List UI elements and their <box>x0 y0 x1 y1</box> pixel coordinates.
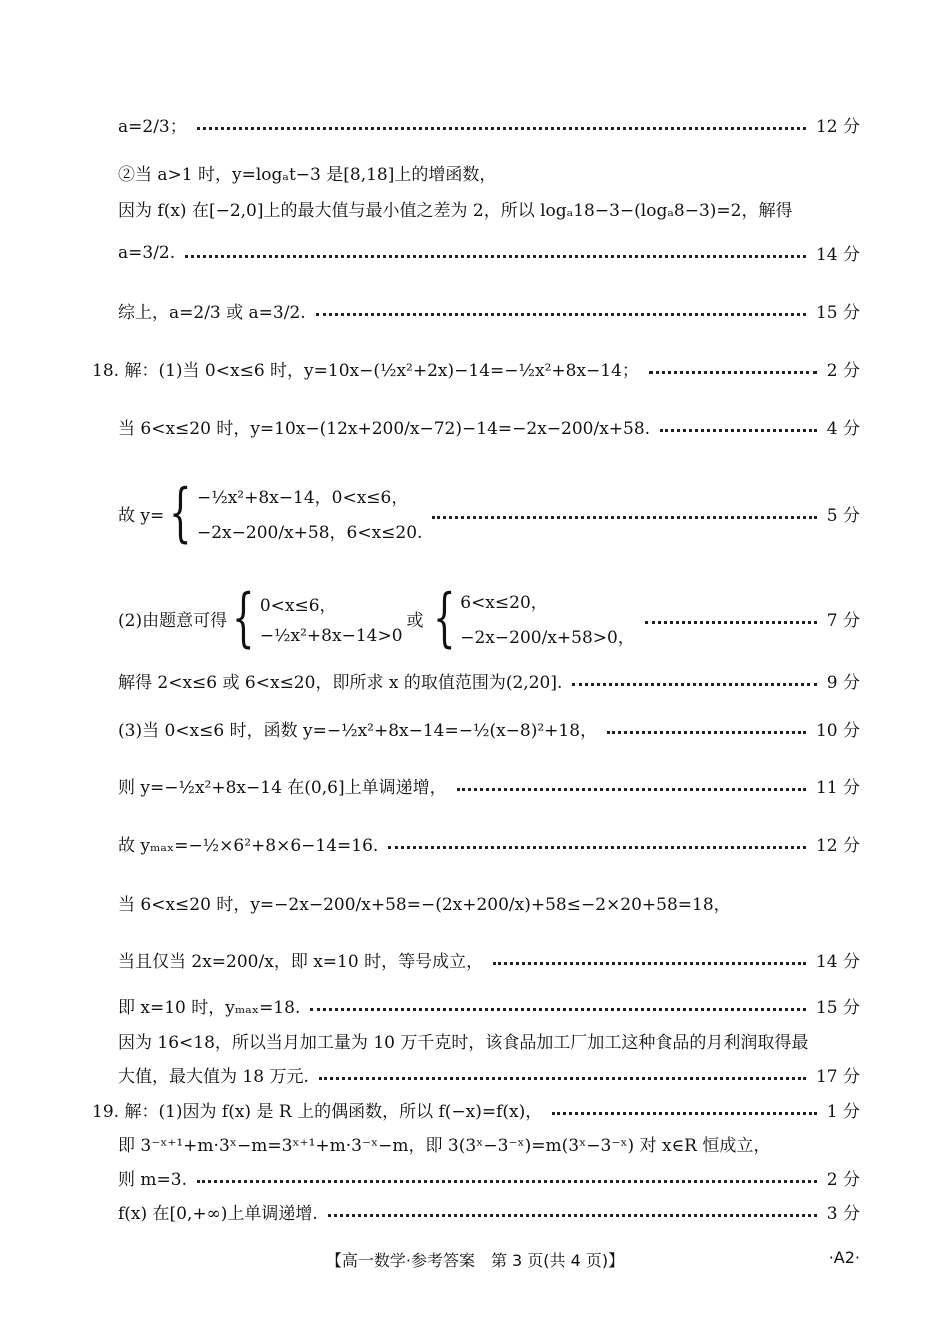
score: 11 分 <box>815 778 860 798</box>
score: 2 分 <box>826 1170 860 1190</box>
answer-line <box>118 112 860 137</box>
cases <box>260 591 403 646</box>
piecewise-expression <box>118 476 423 550</box>
answer-line <box>118 947 860 972</box>
cases <box>460 588 635 648</box>
score: 14 分 <box>815 245 860 265</box>
answer-text: 则 y=−½x²+8x−14 在(0,6]上单调递增， <box>118 778 447 798</box>
leader-dots <box>649 371 817 374</box>
answer-line <box>92 356 860 381</box>
leader-dots <box>316 313 806 316</box>
leader-dots <box>607 731 806 734</box>
case-line: −½x²+8x−14>0 <box>259 625 403 646</box>
leader-dots <box>197 1180 817 1183</box>
score: 17 分 <box>815 1067 860 1087</box>
score: 14 分 <box>815 952 860 972</box>
leader-dots <box>493 962 806 965</box>
brace-symbol: { <box>232 581 255 655</box>
leader-dots <box>645 621 817 624</box>
system-prefix: (2)由题意可得 <box>118 610 228 631</box>
answer-text: (3)当 0<x≤6 时，函数 y=−½x²+8x−14=−½(x−8)²+18， <box>118 721 598 741</box>
case-line: 0<x≤6， <box>259 595 337 616</box>
leader-dots <box>660 429 817 432</box>
leader-dots <box>197 127 806 130</box>
answer-text: a=2/3； <box>118 117 187 137</box>
answer-line <box>118 574 860 662</box>
answer-text: ②当 a>1 时，y=logₐt−3 是[8,18]上的增函数， <box>118 165 497 185</box>
score: 9 分 <box>826 673 860 693</box>
score: 12 分 <box>815 836 860 856</box>
leader-dots <box>572 683 816 686</box>
answer-line <box>118 668 860 693</box>
leader-dots <box>185 255 806 258</box>
answer-text: 因为 16<18，所以当月加工量为 10 万千克时，该食品加工厂加工这种食品的月利润取得最 <box>118 1033 809 1053</box>
answer-text: 故 yₘₐₓ=−½×6²+8×6−14=16. <box>118 836 379 856</box>
case-line: −½x²+8x−14，0<x≤6， <box>196 488 409 508</box>
brace-symbol: { <box>432 581 456 655</box>
case-line: 6<x≤20， <box>460 593 548 613</box>
answer-line <box>92 1097 860 1122</box>
answer-text: 当且仅当 2x=200/x，即 x=10 时，等号成立， <box>118 952 484 972</box>
answer-text: 18. 解：(1)当 0<x≤6 时，y=10x−(½x²+2x)−14=−½x²+8x−14； <box>92 361 639 381</box>
answer-text: 因为 f(x) 在[−2,0]上的最大值与最小值之差为 2，所以 logₐ18−3−(logₐ8−3)=2，解得 <box>118 201 793 221</box>
leader-dots <box>457 788 806 791</box>
page-footer: 【高一数学·参考答案 第 3 页(共 4 页)】 <box>325 1251 625 1270</box>
score: 15 分 <box>815 998 860 1018</box>
answer-line <box>118 1062 860 1087</box>
leader-dots <box>310 1008 806 1011</box>
answer-line <box>118 773 860 798</box>
piecewise-prefix: 故 y= <box>118 505 165 526</box>
case-line: −2x−200/x+58，6<x≤20. <box>196 523 423 543</box>
answer-text: 19. 解：(1)因为 f(x) 是 R 上的偶函数，所以 f(−x)=f(x)， <box>92 1102 543 1122</box>
paper-code: ·A2· <box>828 1248 860 1267</box>
or-text: 或 <box>406 610 424 631</box>
leader-dots <box>552 1112 817 1115</box>
answer-text: 当 6<x≤20 时，y=−2x−200/x+58=−(2x+200/x)+58≤−2×20+58=18， <box>118 895 731 915</box>
score: 7 分 <box>826 610 860 631</box>
system-expression <box>118 581 635 655</box>
score: 3 分 <box>826 1204 860 1224</box>
answer-line <box>118 1165 860 1190</box>
answer-text: 大值，最大值为 18 万元. <box>118 1067 309 1087</box>
answer-line <box>118 414 860 439</box>
answer-text: f(x) 在[0,+∞)上单调递增. <box>118 1204 318 1224</box>
answer-text: a=3/2. <box>118 242 176 263</box>
score: 1 分 <box>826 1102 860 1122</box>
answer-text: 即 3⁻ˣ⁺¹+m·3ˣ−m=3ˣ⁺¹+m·3⁻ˣ−m，即 3(3ˣ−3⁻ˣ)=m(3ˣ−3⁻ˣ) 对 x∈R 恒成立， <box>118 1136 771 1156</box>
leader-dots <box>319 1077 806 1080</box>
score: 12 分 <box>815 117 860 137</box>
score: 10 分 <box>815 721 860 741</box>
score: 5 分 <box>826 505 860 526</box>
leader-dots <box>328 1214 817 1217</box>
answer-line <box>118 298 860 323</box>
answer-text: 综上，a=2/3 或 a=3/2. <box>118 303 306 323</box>
leader-dots <box>432 516 816 519</box>
score: 2 分 <box>826 361 860 381</box>
brace-symbol: { <box>169 476 192 550</box>
answer-line <box>118 831 860 856</box>
answer-line <box>118 1199 860 1224</box>
score: 4 分 <box>826 419 860 439</box>
answer-text: 当 6<x≤20 时，y=10x−(12x+200/x−72)−14=−2x−200/x+58. <box>118 419 651 439</box>
case-line: −2x−200/x+58>0， <box>460 628 635 648</box>
answer-text: 解得 2<x≤6 或 6<x≤20，即所求 x 的取值范围为(2,20]. <box>118 673 563 693</box>
answer-line <box>118 468 860 558</box>
cases <box>197 483 422 543</box>
leader-dots <box>388 846 806 849</box>
answer-line <box>118 240 860 265</box>
score: 15 分 <box>815 303 860 323</box>
answer-line <box>118 716 860 741</box>
answer-line <box>118 993 860 1018</box>
answer-text: 即 x=10 时，yₘₐₓ=18. <box>118 998 301 1018</box>
answer-text: 则 m=3. <box>118 1170 187 1190</box>
